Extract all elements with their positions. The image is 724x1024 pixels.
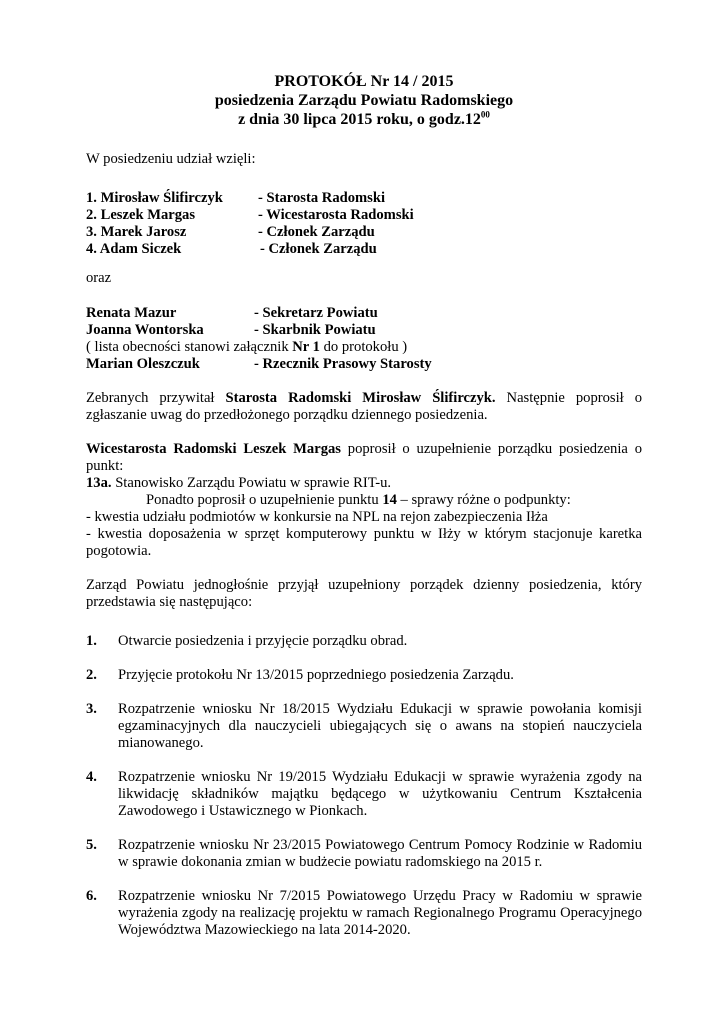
agenda-item-text: Rozpatrzenie wniosku Nr 19/2015 Wydziału Edukacji w sprawie wyrażenia zgody na likwidację składników majątku będącego w użytkowaniu Centrum Kształcenia Zawodowego i Ustawicznego w Pionkach. [118,769,642,819]
attendance-intro: W posiedzeniu udział wzięli: [86,151,256,167]
further-text-end: – sprawy różne o podpunkty: [396,492,571,508]
spokesman-name: Marian Oleszczuk [86,356,200,372]
member-row [86,224,642,241]
document-page [86,72,642,956]
date-text: z dnia 30 lipca 2015 roku, o godz.12 [238,111,481,128]
attendee-name: Renata Mazur [86,305,177,321]
subpoint: - kwestia udziału podmiotów w konkursie na NPL na rejon zabezpieczenia Iłża [86,509,548,525]
document-date-line [86,110,642,129]
subpoint: - kwestia doposażenia w sprzęt komputerowy punktu w Iłży w którym stacjonuje karetka pogotowia. [86,526,642,559]
agenda-item [86,769,642,820]
board-members-list [86,190,642,258]
agenda-item [86,701,642,752]
agenda-item-number: 2. [86,667,97,683]
agenda-item [86,888,642,939]
note-text-end: do protokołu ) [319,339,408,355]
agenda-change-request [86,441,642,560]
oraz-text: oraz [86,270,112,286]
member-role: - Wicestarosta Radomski [258,207,414,223]
spokesman-row [86,356,642,373]
request-author: Wicestarosta Radomski Leszek Margas [86,441,341,457]
member-row [86,207,642,224]
agenda-item-text: Rozpatrzenie wniosku Nr 7/2015 Powiatowego Urzędu Pracy w Radomiu w sprawie wyrażenia zgody na realizację projektu w ramach Regionalnego Programu Operacyjnego Województwa Mazowieckiego na lata 2014-2020. [118,888,642,938]
request-text: poprosił o uzupełnienie porządku posiedzenia o punkt: [86,441,642,474]
agenda-item-number: 1. [86,633,97,649]
member-role: - Członek Zarządu [260,241,377,257]
attendee-row [86,322,642,339]
item-13a [86,475,642,492]
further-point-number: 14 [382,492,397,508]
item-13a-text: Stanowisko Zarządu Powiatu w sprawie RIT-u. [111,475,392,491]
attendee-row [86,305,642,322]
agenda-item-text: Przyjęcie protokołu Nr 13/2015 poprzedniego posiedzenia Zarządu. [118,667,514,683]
member-row [86,190,642,207]
note-attachment-number: Nr 1 [292,339,320,355]
note-text: ( lista obecności stanowi załącznik [86,339,293,355]
agenda-item [86,837,642,871]
agenda-item [86,633,642,650]
further-request [86,492,642,509]
member-name: 4. Adam Siczek [86,241,182,257]
member-name: 3. Marek Jarosz [86,224,187,240]
agenda-item-text: Rozpatrzenie wniosku Nr 18/2015 Wydziału Edukacji w sprawie powołania komisji egzaminacyjnych dla nauczycieli ubiegających się o awans na stopień nauczyciela mianowanego. [118,701,642,751]
attendee-role: - Sekretarz Powiatu [254,305,378,321]
item-13a-number: 13a. [86,475,112,491]
spokesman-role: - Rzecznik Prasowy Starosty [254,356,432,372]
other-attendees-list [86,305,642,373]
welcome-text-end: Następnie poprosił o zgłaszanie uwag do przedłożonego porządku dziennego posiedzenia. [86,390,642,423]
agenda-item-number: 6. [86,888,97,904]
time-superscript: 00 [480,109,490,120]
attendee-role: - Skarbnik Powiatu [254,322,376,338]
agenda-item-text: Otwarcie posiedzenia i przyjęcie porządku obrad. [118,633,408,649]
document-subtitle: posiedzenia Zarządu Powiatu Radomskiego [214,92,514,109]
welcome-paragraph [86,390,642,424]
further-text: Ponadto poprosił o uzupełnienie punktu [146,492,383,508]
attendee-name: Joanna Wontorska [86,322,204,338]
welcome-starosta: Starosta Radomski Mirosław Ślifirczyk. [225,390,496,406]
acceptance-paragraph: Zarząd Powiatu jednogłośnie przyjął uzupełniony porządek dzienny posiedzenia, który przedstawia się następująco: [86,577,642,610]
agenda-item-number: 5. [86,837,97,853]
agenda-list [86,633,642,939]
member-name: 2. Leszek Margas [86,207,196,223]
request-paragraph [86,441,642,475]
member-name: 1. Mirosław Ślifirczyk [86,190,223,206]
agenda-item [86,667,642,684]
document-title: PROTOKÓŁ Nr 14 / 2015 [274,73,454,90]
agenda-item-number: 4. [86,769,97,785]
attendance-note [86,339,642,356]
member-role: - Starosta Radomski [258,190,386,206]
member-role: - Członek Zarządu [258,224,375,240]
agenda-item-text: Rozpatrzenie wniosku Nr 23/2015 Powiatowego Centrum Pomocy Rodzinie w Radomiu w sprawie dokonania zmian w budżecie powiatu radomskiego na 2015 r. [118,837,642,870]
agenda-item-number: 3. [86,701,97,717]
welcome-text: Zebranych przywitał [86,390,226,406]
member-row [86,241,642,258]
